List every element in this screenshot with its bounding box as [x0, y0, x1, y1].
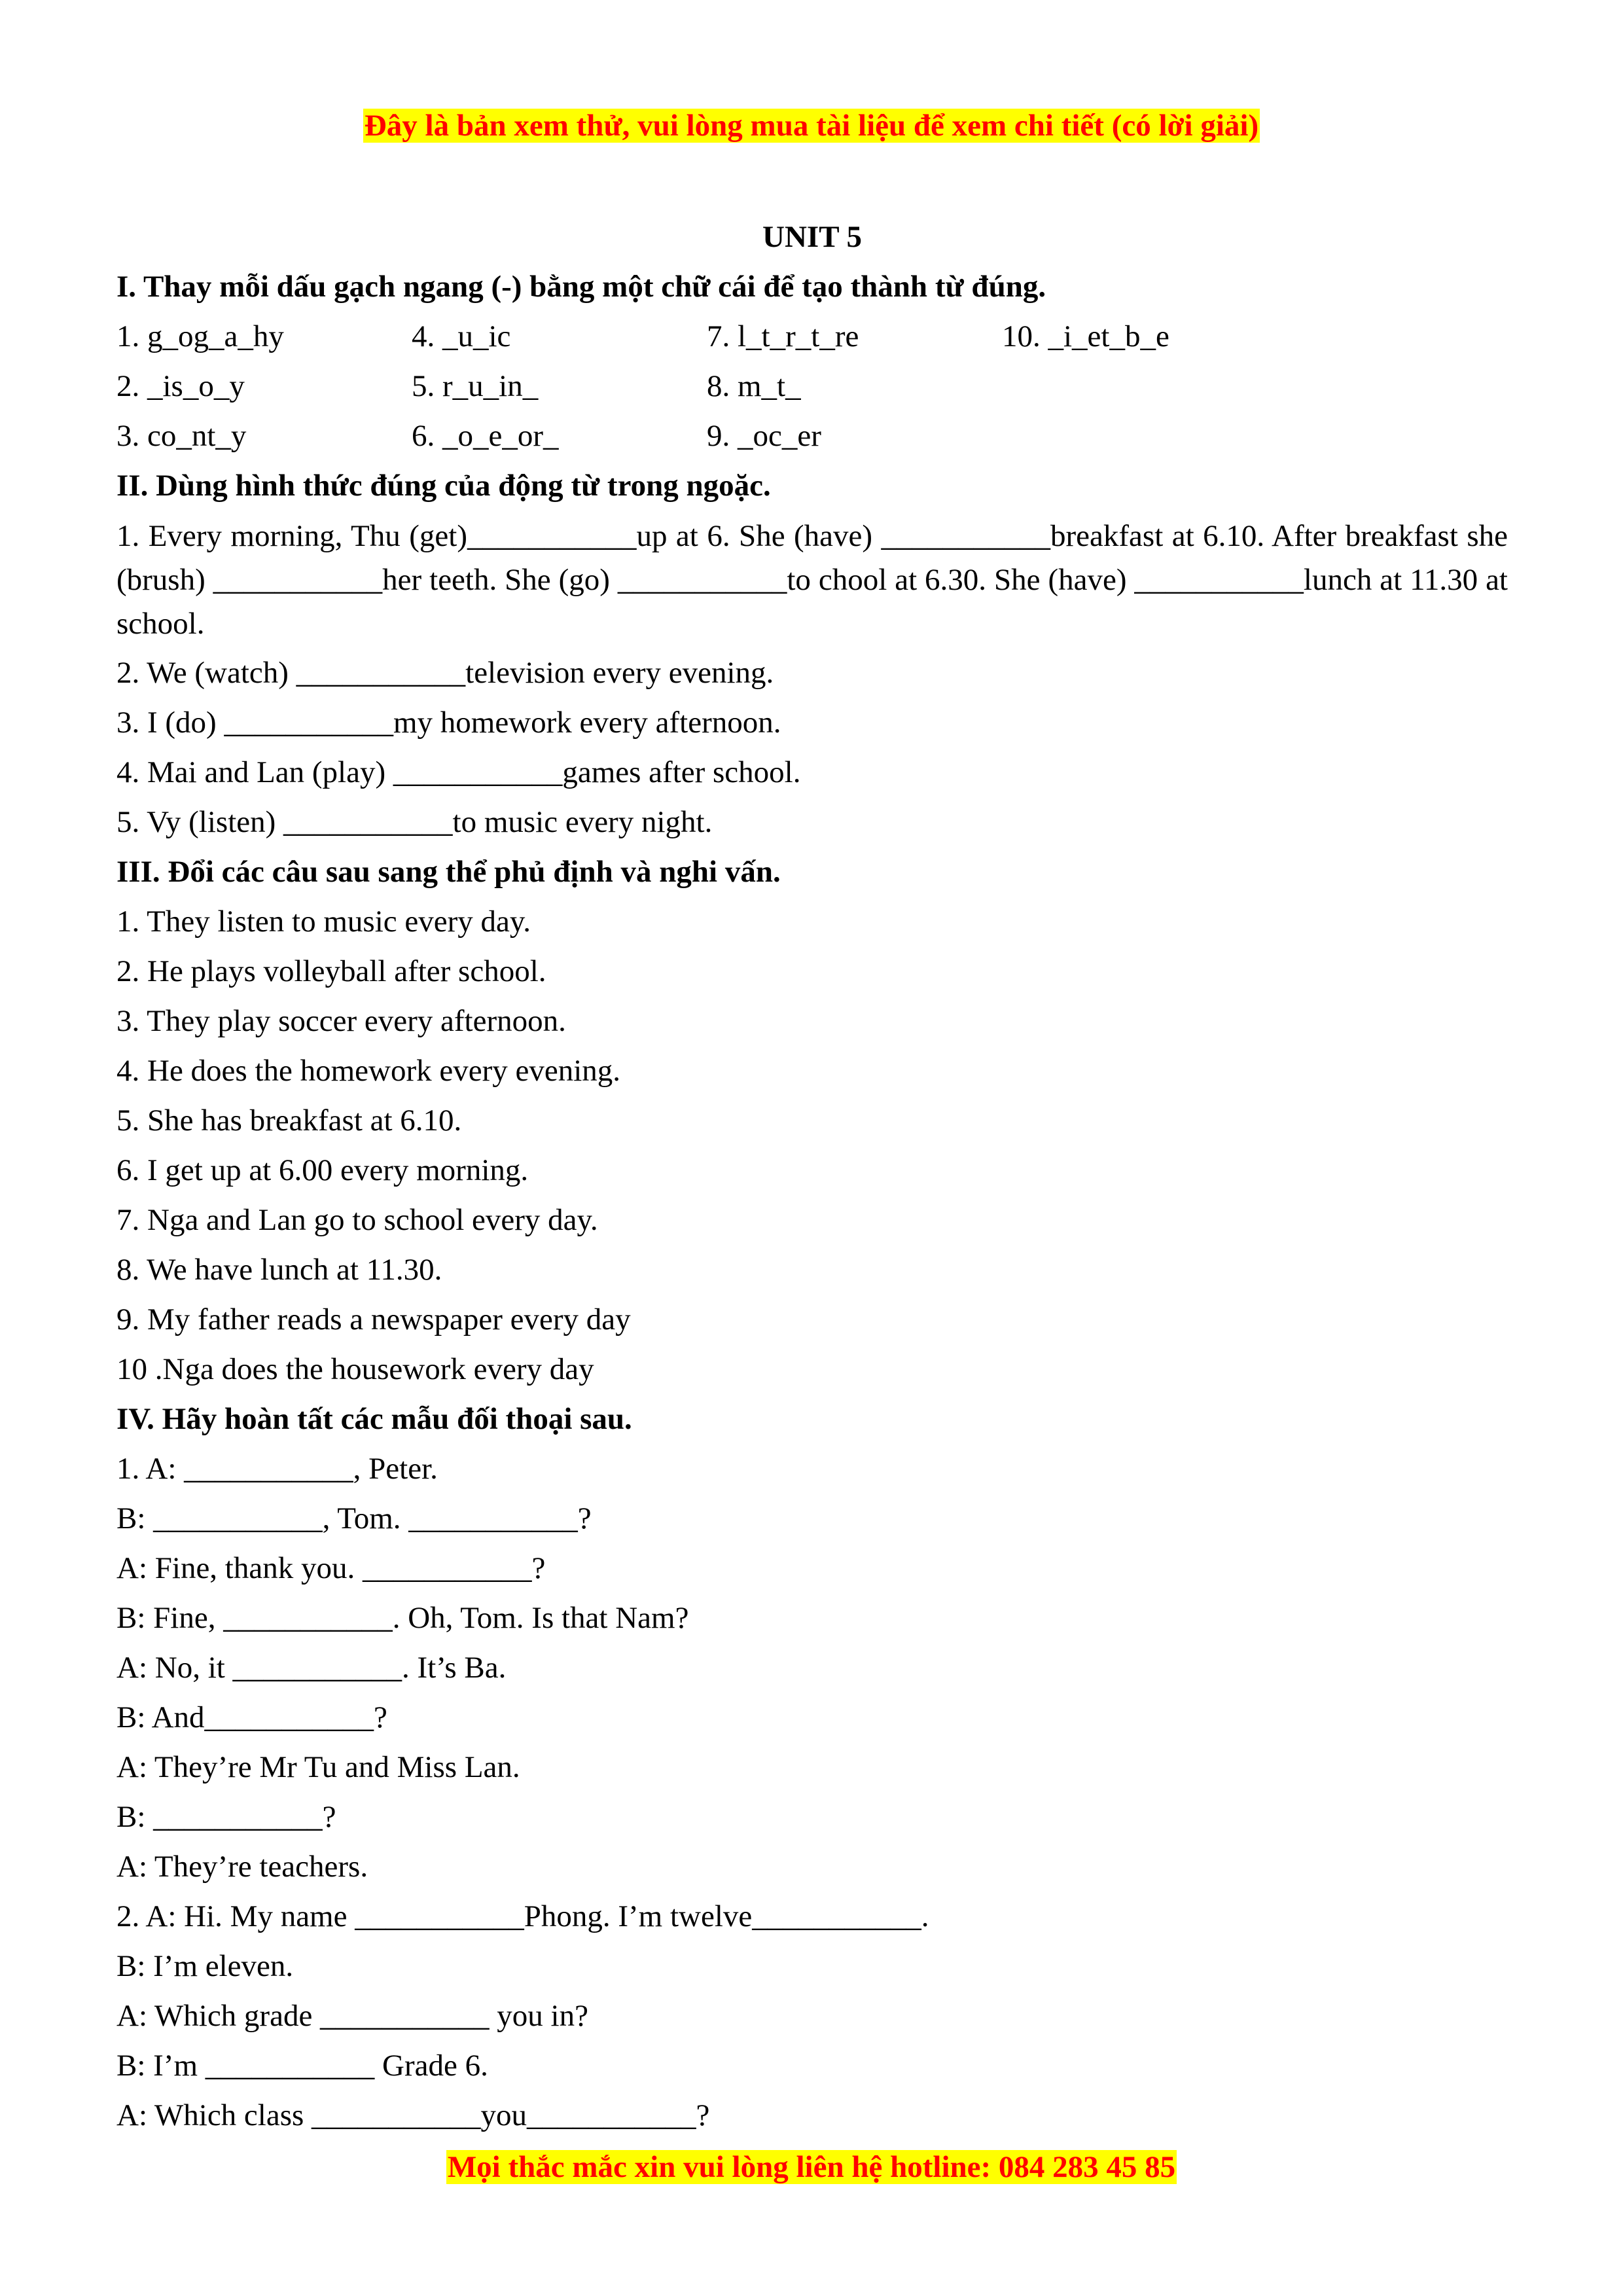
exercise-item: 2. We (watch) ___________television every evening.	[116, 656, 774, 690]
sentence-item: 6. I get up at 6.00 every morning.	[116, 1153, 529, 1187]
section-3-heading: III. Đổi các câu sau sang thể phủ định và nghi vấn.	[116, 855, 781, 889]
exercise-item: 3. I (do) ___________my homework every afternoon.	[116, 706, 781, 740]
dialogue-line: B: ___________, Tom. ___________?	[116, 1501, 592, 1535]
unit-title: UNIT 5	[762, 220, 862, 254]
word-item: 4. _u_ic	[412, 319, 511, 353]
word-item: 9. _oc_er	[707, 419, 821, 453]
hotline-banner	[0, 2147, 1623, 2187]
dialogue-line: B: I’m ___________ Grade 6.	[116, 2049, 488, 2083]
section-1-heading: I. Thay mỗi dấu gạch ngang (-) bằng một chữ cái để tạo thành từ đúng.	[116, 270, 1046, 304]
dialogue-line: B: Fine, ___________. Oh, Tom. Is that Nam?	[116, 1601, 689, 1635]
section-1-row	[116, 411, 1508, 461]
sentence-item: 7. Nga and Lan go to school every day.	[116, 1203, 598, 1237]
sentence-item: 5. She has breakfast at 6.10.	[116, 1103, 462, 1138]
word-item	[1002, 411, 1297, 461]
word-item: 3. co_nt_y	[116, 419, 247, 453]
section-2-heading: II. Dùng hình thức đúng của động từ trong ngoặc.	[116, 469, 771, 503]
dialogue-line: A: Fine, thank you. ___________?	[116, 1551, 546, 1585]
word-item	[1002, 361, 1297, 411]
dialogue-line: A: No, it ___________. It’s Ba.	[116, 1651, 507, 1685]
word-item: 8. m_t_	[707, 369, 801, 403]
sentence-item: 9. My father reads a newspaper every day	[116, 1302, 631, 1336]
dialogue-line: A: They’re Mr Tu and Miss Lan.	[116, 1750, 520, 1784]
preview-notice-text: Đây là bản xem thử, vui lòng mua tài liệu để xem chi tiết (có lời giải)	[364, 109, 1259, 143]
section-1-row	[116, 361, 1508, 411]
preview-notice-banner	[0, 106, 1623, 145]
sentence-item: 3. They play soccer every afternoon.	[116, 1004, 566, 1038]
dialogue-line: A: Which class ___________you___________?	[116, 2098, 710, 2132]
sentence-item: 2. He plays volleyball after school.	[116, 954, 546, 988]
sentence-item: 8. We have lunch at 11.30.	[116, 1253, 442, 1287]
sentence-item: 10 .Nga does the housework every day	[116, 1352, 594, 1386]
word-item: 10. _i_et_b_e	[1002, 319, 1169, 353]
dialogue-line: B: And___________?	[116, 1700, 387, 1734]
dialogue-line: B: I’m eleven.	[116, 1949, 294, 1983]
word-item: 6. _o_e_or_	[412, 419, 559, 453]
word-item: 2. _is_o_y	[116, 369, 245, 403]
exercise-item: 5. Vy (listen) ___________to music every night.	[116, 805, 713, 839]
worksheet-content	[116, 212, 1508, 2140]
dialogue-line: B: ___________?	[116, 1800, 336, 1834]
dialogue-line: A: They’re teachers.	[116, 1850, 368, 1884]
section-4-heading: IV. Hãy hoàn tất các mẫu đối thoại sau.	[116, 1402, 632, 1436]
section-1-row	[116, 312, 1508, 361]
word-item: 1. g_og_a_hy	[116, 319, 284, 353]
hotline-text: Mọi thắc mắc xin vui lòng liên hệ hotline: 084 283 45 85	[447, 2150, 1176, 2184]
sentence-item: 4. He does the homework every evening.	[116, 1054, 621, 1088]
dialogue-line: 1. A: ___________, Peter.	[116, 1452, 438, 1486]
word-item: 7. l_t_r_t_re	[707, 319, 859, 353]
dialogue-line: 2. A: Hi. My name ___________Phong. I’m twelve___________.	[116, 1899, 929, 1933]
word-item: 5. r_u_in_	[412, 369, 539, 403]
dialogue-line: A: Which grade ___________ you in?	[116, 1999, 588, 2033]
exercise-item: 4. Mai and Lan (play) ___________games after school.	[116, 755, 801, 789]
sentence-item: 1. They listen to music every day.	[116, 905, 531, 939]
section-2-paragraph: 1. Every morning, Thu (get)___________up at 6. She (have) ___________breakfast at 6.10. After breakfast she (brush) ___________her teeth. She (go) ___________to chool at 6.30. She (have) ___________lunch at 11.30 at school.	[116, 519, 1508, 641]
